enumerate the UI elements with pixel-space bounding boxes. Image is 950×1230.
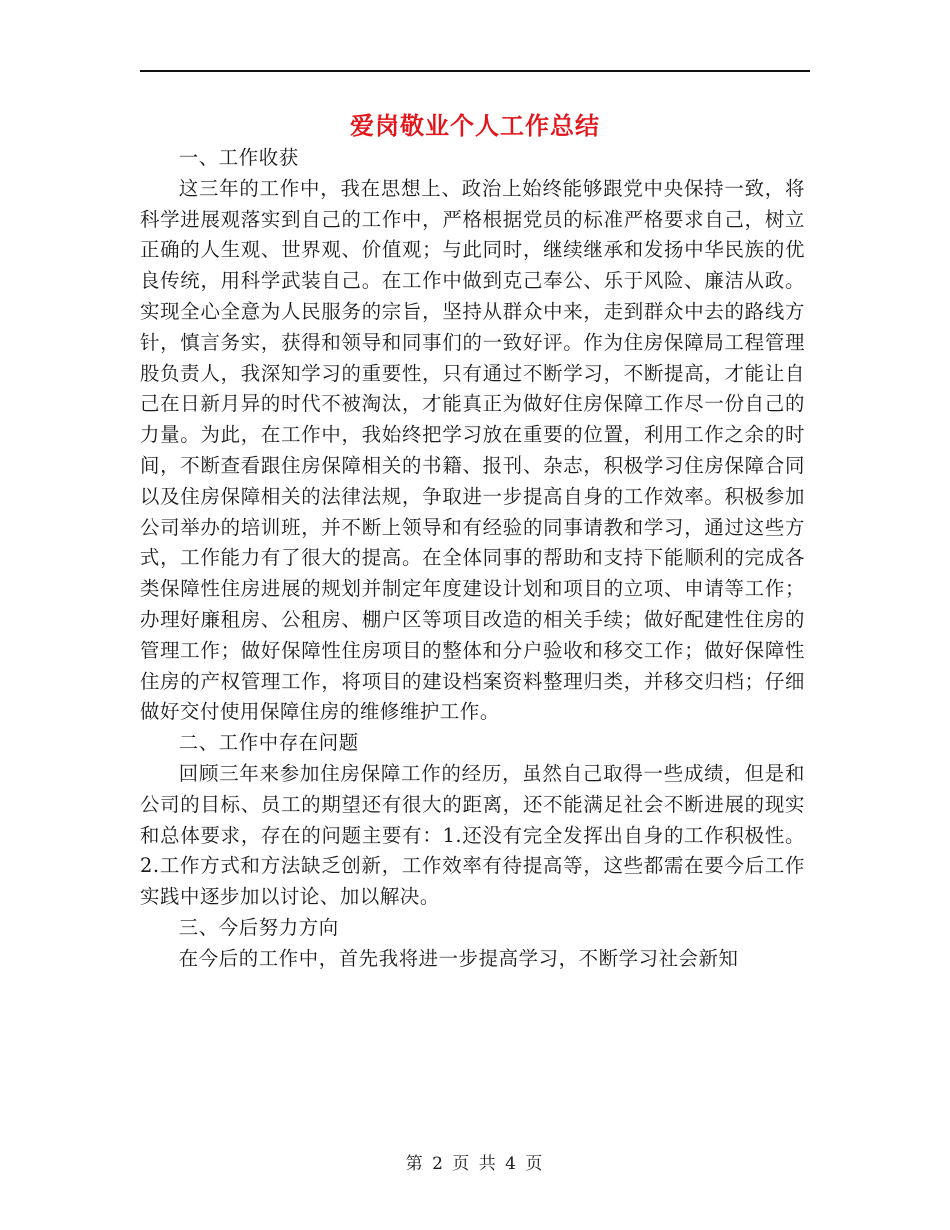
paragraph-work-gains: 这三年的工作中，我在思想上、政治上始终能够跟党中央保持一致，将科学进展观落实到自己的工作中，严格根据党员的标准严格要求自己，树立正确的人生观、世界观、价值观；与此同时，继续继承和发扬中华民族的优良传统，用科学武装自己。在工作中做到克己奉公、乐于风险、廉洁从政。实现全心全意为人民服务的宗旨，坚持从群众中来，走到群众中去的路线方针，慎言务实，获得和领导和同事们的一致好评。作为住房保障局工程管理股负责人，我深知学习的重要性，只有通过不断学习，不断提高，才能让自己在日新月异的时代不被淘汰，才能真正为做好住房保障工作尽一份自己的力量。为此，在工作中，我始终把学习放在重要的位置，利用工作之余的时间，不断查看跟住房保障相关的书籍、报刊、杂志，积极学习住房保障合同以及住房保障相关的法律法规，争取进一步提高自身的工作效率。积极参加公司举办的培训班，并不断上领导和有经验的同事请教和学习，通过这些方式，工作能力有了很大的提高。在全体同事的帮助和支持下能顺利的完成各类保障性住房进展的规划并制定年度建设计划和项目的立项、申请等工作；办理好廉租房、公租房、棚户区等项目改造的相关手续；做好配建性住房的管理工作；做好保障性住房项目的整体和分户验收和移交工作；做好保障性住房的产权管理工作，将项目的建设档案资料整理归类，并移交归档；仔细做好交付使用保障住房的维修维护工作。 (140, 176, 805, 724)
paragraph-problems: 回顾三年来参加住房保障工作的经历，虽然自己取得一些成绩，但是和公司的目标、员工的期望还有很大的距离，还不能满足社会不断进展的现实和总体要求，存在的问题主要有：1.还没有完全发挥出自身的工作积极性。2.工作方式和方法缺乏创新，工作效率有待提高等，这些都需在要今后工作实践中逐步加以讨论、加以解决。 (140, 761, 805, 909)
page-number-footer: 第 2 页 共 4 页 (405, 1154, 545, 1174)
header-rule (140, 70, 810, 72)
paragraph-future-direction: 在今后的工作中，首先我将进一步提高学习，不断学习社会新知 (178, 946, 739, 970)
document-body (140, 143, 805, 975)
section-heading-3: 三、今后努力方向 (178, 915, 339, 939)
section-heading-1: 一、工作收获 (178, 146, 299, 169)
section-heading-2: 二、工作中存在问题 (178, 731, 359, 755)
document-title: 爱岗敬业个人工作总结 (350, 112, 600, 140)
